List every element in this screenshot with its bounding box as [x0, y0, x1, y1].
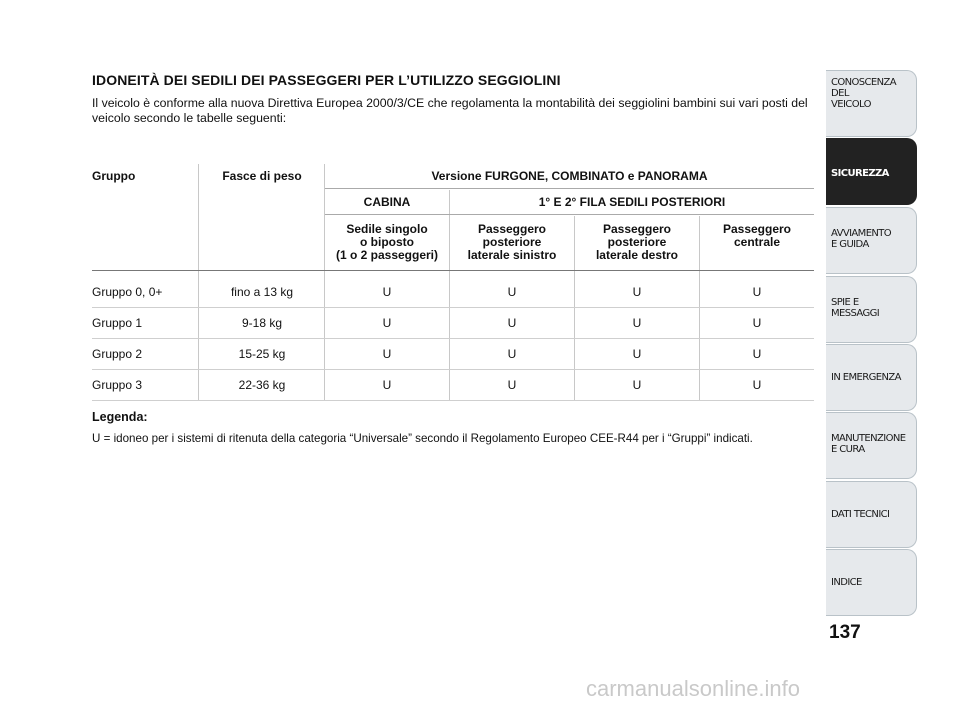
- tab-sicurezza[interactable]: [826, 138, 917, 205]
- row-centrale-value: U: [752, 285, 762, 299]
- row-gruppo: Gruppo 0, 0+: [92, 285, 163, 299]
- row-cabina-value: U: [382, 347, 392, 361]
- subheader-line: Passeggero: [722, 222, 792, 236]
- subheader-line: posteriore: [482, 235, 542, 249]
- subheader-pass-destro: [575, 223, 699, 262]
- tab-indice[interactable]: [826, 549, 917, 616]
- tab-avviamento-e-guida[interactable]: [826, 207, 917, 274]
- subheader-line: Sedile singolo: [346, 222, 428, 236]
- tab-label: SICUREZZA: [831, 168, 889, 179]
- tab-manutenzione-e-cura[interactable]: [826, 412, 917, 479]
- row-centrale-value: U: [752, 378, 762, 392]
- subheader-pass-centrale: [700, 223, 814, 249]
- row-cabina-value: U: [382, 316, 392, 330]
- row-peso: 15-25 kg: [238, 347, 286, 361]
- row-rule: [92, 307, 814, 308]
- header-bottom-rule: [92, 270, 814, 271]
- legend-heading: Legenda:: [92, 410, 148, 424]
- row-centrale-value: U: [752, 347, 762, 361]
- tab-label: INDICE: [831, 577, 862, 588]
- tab-conoscenza-del-veicolo[interactable]: [826, 70, 917, 137]
- row-gruppo: Gruppo 3: [92, 378, 143, 392]
- row-cabina-value: U: [382, 378, 392, 392]
- legend-text: U = idoneo per i sistemi di ritenuta della categoria “Universale” secondo il Regolamento Europeo CEE-R44 per i “Gruppi” indicati.: [92, 432, 753, 445]
- version-prefix: Versione: [431, 169, 485, 183]
- row-rule: [92, 400, 814, 401]
- subheader-line: centrale: [733, 235, 781, 249]
- header-version: [325, 170, 814, 183]
- tab-label: AVVIAMENTO: [831, 228, 892, 239]
- subheader-line: Passeggero: [477, 222, 547, 236]
- tab-label: DATI TECNICI: [831, 509, 890, 520]
- row-sinistro-value: U: [507, 285, 517, 299]
- row-sinistro-value: U: [507, 378, 517, 392]
- subheader-line: laterale sinistro: [467, 248, 557, 262]
- header-fila: 1° E 2° FILA SEDILI POSTERIORI: [538, 195, 726, 209]
- subheader-line: laterale destro: [595, 248, 679, 262]
- row-peso: 22-36 kg: [238, 378, 286, 392]
- tab-dati-tecnici[interactable]: [826, 481, 917, 548]
- row-peso: 9-18 kg: [241, 316, 283, 330]
- row-destro-value: U: [632, 285, 642, 299]
- row-gruppo: Gruppo 2: [92, 347, 143, 361]
- version-name: FURGONE, COMBINATO e PANORAMA: [484, 169, 708, 183]
- tab-label: SPIE E: [831, 297, 859, 308]
- tab-label: VEICOLO: [831, 99, 871, 110]
- child-seat-table: [92, 160, 814, 403]
- row-cabina-value: U: [382, 285, 392, 299]
- row-gruppo: Gruppo 1: [92, 316, 143, 330]
- row-peso: fino a 13 kg: [230, 285, 294, 299]
- tab-label: IN EMERGENZA: [831, 372, 901, 383]
- tab-label: MESSAGGI: [831, 308, 880, 319]
- header-rule: [325, 188, 814, 189]
- header-cabina: CABINA: [363, 195, 411, 209]
- header-gruppo: Gruppo: [92, 169, 136, 183]
- row-rule: [92, 369, 814, 370]
- subheader-line: posteriore: [607, 235, 667, 249]
- tab-label: DEL: [831, 88, 849, 99]
- subheader-sedile: [325, 223, 449, 262]
- tab-in-emergenza[interactable]: [826, 344, 917, 411]
- header-rule: [325, 214, 814, 215]
- watermark: carmanualsonline.info: [586, 676, 801, 701]
- col-divider: [198, 164, 199, 400]
- tab-spie-e-messaggi[interactable]: [826, 276, 917, 343]
- tab-label: MANUTENZIONE: [831, 433, 906, 444]
- subheader-line: (1 o 2 passeggeri): [335, 248, 439, 262]
- row-destro-value: U: [632, 378, 642, 392]
- row-rule: [92, 338, 814, 339]
- row-sinistro-value: U: [507, 347, 517, 361]
- row-destro-value: U: [632, 347, 642, 361]
- subheader-line: o biposto: [360, 235, 414, 249]
- header-fasce: Fasce di peso: [222, 169, 302, 183]
- section-title: IDONEITÀ DEI SEDILI DEI PASSEGGERI PER L’UTILIZZO SEGGIOLINI: [92, 72, 561, 88]
- subheader-line: Passeggero: [602, 222, 672, 236]
- tab-label: CONOSCENZA: [831, 77, 897, 88]
- tab-label: E GUIDA: [831, 239, 869, 250]
- subheader-pass-sinistro: [450, 223, 574, 262]
- page-number: 137: [829, 622, 861, 643]
- tab-label: E CURA: [831, 444, 865, 455]
- row-destro-value: U: [632, 316, 642, 330]
- row-sinistro-value: U: [507, 316, 517, 330]
- intro-paragraph: Il veicolo è conforme alla nuova Direttiva Europea 2000/3/CE che regolamenta la montabilità dei seggiolini bambini sui vari posti del veicolo secondo le tabelle seguenti:: [92, 96, 808, 125]
- row-centrale-value: U: [752, 316, 762, 330]
